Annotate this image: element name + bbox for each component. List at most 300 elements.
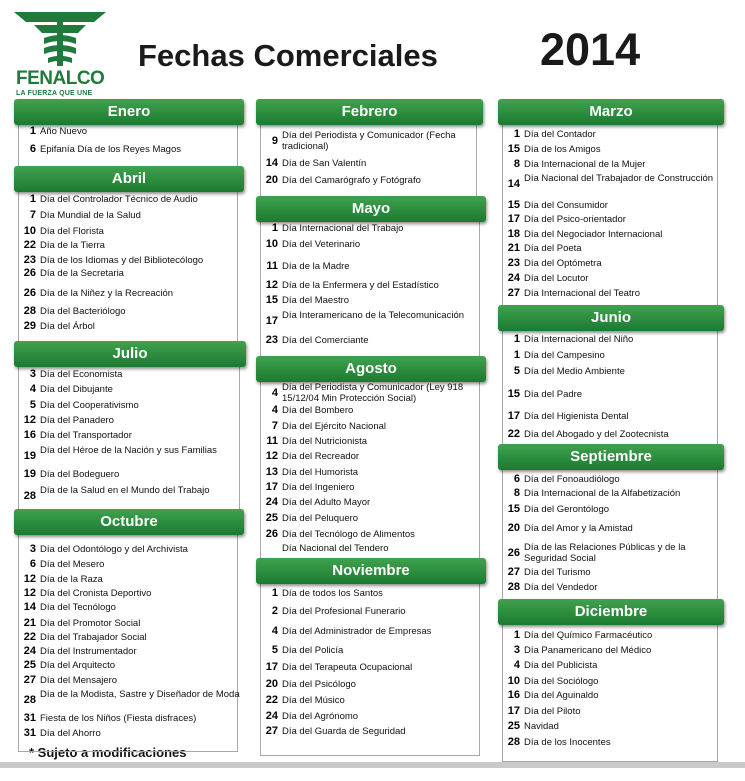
date-item: [256, 626, 486, 638]
date-item: [14, 445, 246, 467]
date-item: [256, 382, 486, 404]
date-item: [498, 567, 724, 579]
date-item: [256, 695, 486, 707]
date-item: [498, 737, 724, 749]
date-day: 28: [23, 490, 36, 502]
date-label: Día del Arquitecto: [40, 660, 115, 671]
date-label: Día del Panadero: [40, 415, 114, 426]
date-day: 1: [271, 587, 278, 599]
date-label: Día del Veterinario: [282, 239, 361, 250]
date-day: 24: [265, 710, 278, 722]
date-item: [256, 529, 486, 541]
date-day: 1: [29, 193, 36, 205]
date-item: [498, 350, 724, 362]
date-item: [498, 144, 724, 156]
logo-tagline: LA FUERZA QUE UNE: [16, 90, 93, 97]
date-item: [256, 261, 486, 273]
date-day: 2: [271, 605, 278, 617]
date-label: Epifanía Día de los Reyes Magos: [40, 144, 181, 155]
date-day: 5: [29, 399, 36, 411]
date-item: [256, 513, 486, 525]
date-day: 22: [23, 631, 36, 643]
month-octubre: [14, 509, 244, 771]
date-label: Día de los Idiomas y del Bibliotecólogo: [40, 255, 204, 266]
date-item: [14, 288, 244, 300]
date-label: Día del Mensajero: [40, 675, 118, 686]
date-day: 4: [271, 404, 278, 416]
date-day: 26: [23, 267, 36, 279]
month-abril: [14, 166, 244, 368]
date-label: Día de la Niñez y la Recreación: [40, 288, 174, 299]
date-label: Día del Contador: [524, 129, 596, 140]
month-diciembre: [498, 599, 724, 781]
date-item: [14, 544, 244, 556]
date-label: Día del Tecnólogo: [40, 602, 116, 613]
date-day: 12: [265, 450, 278, 462]
date-label: Día del Químico Farmacéutico: [524, 630, 653, 641]
date-label: Día del Cooperativismo: [40, 400, 139, 411]
date-item: [256, 223, 486, 235]
date-label: Día del Profesional Funerario: [282, 606, 406, 617]
date-label: Día del Adulto Mayor: [282, 497, 371, 508]
date-day: 17: [265, 481, 278, 493]
date-item: [256, 451, 486, 463]
date-day: 28: [507, 581, 520, 593]
date-day: 17: [507, 213, 520, 225]
date-label: Día del Guarda de Seguridad: [282, 726, 406, 737]
date-day: 4: [513, 659, 520, 671]
date-label: Día del Nutricionista: [282, 436, 368, 447]
date-item: [498, 542, 724, 564]
date-day: 1: [271, 222, 278, 234]
date-label: Día del Optómetra: [524, 258, 602, 269]
date-label: Día del Sociólogo: [524, 676, 599, 687]
date-label: Día de San Valentín: [282, 158, 367, 169]
date-item: [498, 389, 724, 401]
date-item: [14, 369, 246, 381]
date-label: Día de la Modista, Sastre y Diseñador de Moda: [40, 689, 240, 700]
date-day: 25: [265, 512, 278, 524]
date-label: Día del Recreador: [282, 451, 360, 462]
date-label: Día del Medio Ambiente: [524, 366, 625, 377]
date-label: Día del Aguinaldo: [524, 690, 599, 701]
logo-name: FENALCO: [16, 68, 105, 89]
date-label: Día del Tecnólogo de Alimentos: [282, 529, 415, 540]
date-day: 14: [265, 157, 278, 169]
date-item: [498, 523, 724, 535]
date-day: 17: [265, 661, 278, 673]
date-label: Día del Economista: [40, 369, 123, 380]
date-label: Día de todos los Santos: [282, 588, 383, 599]
date-item: [498, 504, 724, 516]
date-day: 31: [23, 712, 36, 724]
date-label: Día del Campesino: [524, 350, 605, 361]
date-day: 22: [507, 428, 520, 440]
date-day: 3: [29, 368, 36, 380]
date-label: Día de la Enfermera y del Estadístico: [282, 280, 439, 291]
date-item: [256, 497, 486, 509]
date-day: 17: [265, 315, 278, 327]
date-label: Día del Higienista Dental: [524, 411, 629, 422]
date-day: 4: [29, 383, 36, 395]
date-day: 26: [507, 547, 520, 559]
date-day: 6: [513, 473, 520, 485]
date-item: [498, 645, 724, 657]
date-day: 12: [23, 573, 36, 585]
date-item: [498, 676, 724, 688]
date-day: 23: [265, 334, 278, 346]
month-marzo: [498, 99, 724, 332]
date-label: Día Interamericano de la Telecomunicación: [282, 310, 465, 321]
date-label: Día del Transportador: [40, 430, 132, 441]
date-day: 20: [265, 678, 278, 690]
date-label: Día de la Raza: [40, 574, 103, 585]
date-label: Día del Psico-orientador: [524, 214, 626, 225]
date-label: Día del Vendedor: [524, 582, 598, 593]
date-day: 27: [507, 287, 520, 299]
date-label: Día del Poeta: [524, 243, 582, 254]
date-item: [14, 268, 244, 280]
date-item: [498, 200, 724, 212]
date-label: Día del Instrumentador: [40, 646, 137, 657]
month-header: Mayo: [256, 196, 486, 222]
date-label: Día de la Madre: [282, 261, 350, 272]
date-day: 15: [507, 388, 520, 400]
fenalco-emblem-icon: [14, 8, 106, 70]
month-header: Noviembre: [256, 558, 486, 584]
date-day: 28: [507, 736, 520, 748]
date-item: [498, 706, 724, 718]
month-header: Julio: [14, 341, 246, 367]
date-label: Día del Padre: [524, 389, 583, 400]
date-item: [256, 421, 486, 433]
date-item: [14, 430, 246, 442]
date-item: [14, 226, 244, 238]
date-day: 1: [513, 333, 520, 345]
date-item: [14, 485, 246, 507]
date-item: [256, 130, 483, 152]
date-day: 19: [23, 450, 36, 462]
date-day: 16: [23, 429, 36, 441]
date-label: Día del Publicista: [524, 660, 598, 671]
date-day: 13: [265, 466, 278, 478]
date-item: [256, 662, 486, 674]
month-noviembre: [256, 558, 486, 775]
date-day: 10: [507, 675, 520, 687]
date-day: 3: [513, 644, 520, 656]
date-label: Día del Músico: [282, 695, 345, 706]
date-label: Día del Dibujante: [40, 384, 113, 395]
date-item: [256, 405, 486, 417]
date-label: Día Internacional del Teatro: [524, 288, 641, 299]
date-day: 16: [507, 689, 520, 701]
date-day: 17: [507, 410, 520, 422]
date-label: Día Panamericano del Médico: [524, 645, 652, 656]
date-item: [498, 488, 724, 500]
date-item: [256, 158, 483, 170]
date-label: Día del Periodista y Comunicador (Ley 918 15/12/04 Min Protección Social): [282, 382, 464, 404]
date-label: Día del Comerciante: [282, 335, 369, 346]
date-item: [498, 214, 724, 226]
date-item: [498, 429, 724, 441]
date-day: 26: [265, 528, 278, 540]
date-day: 25: [507, 720, 520, 732]
date-label: Día del Árbol: [40, 321, 95, 332]
date-item: [256, 310, 486, 332]
date-day: 1: [29, 125, 36, 137]
date-item: [14, 689, 244, 711]
date-item: [498, 366, 724, 378]
date-day: 24: [265, 496, 278, 508]
date-day: 1: [513, 128, 520, 140]
date-day: 21: [507, 242, 520, 254]
date-item: [256, 482, 486, 494]
date-item: [14, 210, 244, 222]
date-item: [256, 711, 486, 723]
date-label: Día del Ahorro: [40, 728, 101, 739]
date-item: [498, 721, 724, 733]
date-label: Día del Bodeguero: [40, 469, 120, 480]
date-item: [14, 588, 244, 600]
date-day: 22: [23, 239, 36, 251]
date-label: Día del Policía: [282, 645, 344, 656]
date-label: Día del Abogado y del Zootecnista: [524, 429, 669, 440]
date-label: Día del Héroe de la Nación y sus Familias: [40, 445, 217, 456]
date-day: 19: [23, 468, 36, 480]
month-header: Diciembre: [498, 599, 724, 625]
date-day: 1: [513, 629, 520, 641]
date-day: 15: [507, 143, 520, 155]
month-header: Octubre: [14, 509, 244, 535]
date-label: Día Internacional del Niño: [524, 334, 634, 345]
page-year: 2014: [540, 24, 641, 75]
date-day: 23: [507, 257, 520, 269]
date-item: [498, 159, 724, 171]
date-item: [498, 288, 724, 300]
date-item: [14, 400, 246, 412]
date-label: Día del Periodista y Comunicador (Fecha tradicional): [282, 130, 456, 152]
date-day: 31: [23, 727, 36, 739]
month-header: Agosto: [256, 356, 486, 382]
date-item: [14, 646, 244, 658]
date-day: 15: [265, 294, 278, 306]
date-item: [14, 469, 246, 481]
date-item: [256, 543, 486, 555]
date-label: Día Nacional del Tendero: [282, 543, 389, 554]
date-item: [256, 436, 486, 448]
date-item: [498, 229, 724, 241]
date-day: 24: [23, 645, 36, 657]
date-day: 29: [23, 320, 36, 332]
date-label: Día del Promotor Social: [40, 618, 141, 629]
month-header: Abril: [14, 166, 244, 192]
fenalco-logo: [14, 8, 106, 97]
date-day: 5: [271, 644, 278, 656]
date-label: Día del Agrónomo: [282, 711, 359, 722]
date-item: [498, 334, 724, 346]
date-day: 5: [513, 365, 520, 377]
date-label: Día del Terapeuta Ocupacional: [282, 662, 413, 673]
date-label: Día del Trabajador Social: [40, 632, 147, 643]
date-item: [14, 675, 244, 687]
date-day: 25: [23, 659, 36, 671]
date-item: [14, 660, 244, 672]
date-label: Navidad: [524, 721, 559, 732]
date-label: Día de la Secretaria: [40, 268, 124, 279]
month-header: Septiembre: [498, 444, 724, 470]
date-item: [256, 588, 486, 600]
date-label: Día de los Amigos: [524, 144, 601, 155]
date-day: 26: [23, 287, 36, 299]
date-item: [498, 273, 724, 285]
month-header: Enero: [14, 99, 244, 125]
month-agosto: [256, 356, 486, 586]
date-item: [256, 239, 486, 251]
date-day: 6: [29, 143, 36, 155]
date-item: [14, 144, 244, 156]
date-label: Día Mundial de la Salud: [40, 210, 141, 221]
footnote: * Sujeto a modificaciones: [29, 745, 187, 760]
date-label: Día del Piloto: [524, 706, 581, 717]
date-item: [498, 474, 724, 486]
date-item: [256, 295, 486, 307]
date-label: Día del Psicólogo: [282, 679, 356, 690]
date-day: 27: [265, 725, 278, 737]
date-day: 10: [265, 238, 278, 250]
date-item: [14, 632, 244, 644]
date-item: [14, 713, 244, 725]
date-item: [256, 679, 486, 691]
date-item: [14, 728, 244, 740]
month-header: Febrero: [256, 99, 483, 125]
date-item: [498, 582, 724, 594]
date-item: [14, 602, 244, 614]
date-day: 22: [265, 694, 278, 706]
date-day: 17: [507, 705, 520, 717]
date-item: [14, 415, 246, 427]
date-day: 15: [507, 503, 520, 515]
date-label: Día del Consumidor: [524, 200, 608, 211]
date-day: 9: [271, 135, 278, 147]
date-item: [256, 467, 486, 479]
date-item: [14, 321, 244, 333]
date-label: Día del Ingeniero: [282, 482, 355, 493]
date-item: [14, 240, 244, 252]
date-day: 12: [265, 279, 278, 291]
date-item: [498, 243, 724, 255]
date-day: 8: [513, 158, 520, 170]
date-label: Día del Fonoaudiólogo: [524, 474, 620, 485]
month-header: Junio: [498, 305, 724, 331]
date-item: [256, 280, 486, 292]
date-label: Día Internacional del Trabajo: [282, 223, 404, 234]
date-day: 18: [507, 228, 520, 240]
date-day: 28: [23, 305, 36, 317]
date-day: 15: [507, 199, 520, 211]
date-day: 20: [507, 522, 520, 534]
date-label: Día del Mesero: [40, 559, 105, 570]
date-label: Día del Administrador de Empresas: [282, 626, 432, 637]
date-day: 10: [23, 225, 36, 237]
date-label: Día del Turismo: [524, 567, 591, 578]
date-label: Día del Maestro: [282, 295, 350, 306]
date-item: [256, 335, 486, 347]
date-label: Día del Florista: [40, 226, 104, 237]
date-day: 4: [271, 387, 278, 399]
date-item: [256, 606, 486, 618]
date-day: 6: [29, 558, 36, 570]
date-item: [14, 559, 244, 571]
date-item: [14, 255, 244, 267]
date-item: [14, 384, 246, 396]
date-item: [498, 173, 724, 195]
date-label: Día del Gerontólogo: [524, 504, 610, 515]
date-day: 7: [271, 420, 278, 432]
date-label: Día del Negociador Internacional: [524, 229, 663, 240]
date-label: Día del Cronista Deportivo: [40, 588, 152, 599]
date-day: 3: [29, 543, 36, 555]
date-label: Día de la Tierra: [40, 240, 105, 251]
date-day: 14: [23, 601, 36, 613]
date-item: [498, 129, 724, 141]
date-label: Día de la Salud en el Mundo del Trabajo: [40, 485, 210, 496]
date-item: [14, 574, 244, 586]
date-day: 27: [507, 566, 520, 578]
date-item: [14, 126, 244, 138]
date-day: 23: [23, 254, 36, 266]
date-day: 7: [29, 209, 36, 221]
month-mayo: [256, 196, 486, 383]
date-day: 11: [266, 260, 278, 272]
date-label: Día del Ejército Nacional: [282, 421, 387, 432]
date-label: Día Internacional de la Mujer: [524, 159, 646, 170]
date-item: [498, 690, 724, 702]
date-day: 20: [265, 174, 278, 186]
date-day: 24: [507, 272, 520, 284]
date-label: Día del Odontólogo y del Archivista: [40, 544, 188, 555]
date-item: [256, 726, 486, 738]
page-title: Fechas Comerciales: [138, 38, 438, 73]
date-day: 28: [23, 694, 36, 706]
date-item: [256, 175, 483, 187]
month-header: Marzo: [498, 99, 724, 125]
date-day: 27: [23, 674, 36, 686]
date-item: [256, 645, 486, 657]
date-item: [14, 618, 244, 630]
date-label: Día Internacional de la Alfabetización: [524, 488, 681, 499]
date-item: [498, 411, 724, 423]
date-label: Día del Locutor: [524, 273, 589, 284]
date-day: 4: [271, 625, 278, 637]
date-day: 14: [507, 178, 520, 190]
date-day: 12: [23, 587, 36, 599]
date-label: Día del Camarógrafo y Fotógrafo: [282, 175, 421, 186]
date-label: Día del Peluquero: [282, 513, 359, 524]
date-day: 1: [513, 349, 520, 361]
date-label: Fiesta de los Niños (Fiesta disfraces): [40, 713, 197, 724]
date-item: [14, 306, 244, 318]
date-day: 21: [23, 617, 36, 629]
date-item: [498, 630, 724, 642]
date-label: Día del Humorista: [282, 467, 359, 478]
date-item: [498, 660, 724, 672]
date-item: [14, 194, 244, 206]
date-label: Día del Bombero: [282, 405, 354, 416]
date-day: 11: [266, 435, 278, 447]
date-day: 12: [23, 414, 36, 426]
date-label: Día de los Inocentes: [524, 737, 611, 748]
date-label: Día de las Relaciones Públicas y de la Seguridad Social: [524, 542, 686, 564]
